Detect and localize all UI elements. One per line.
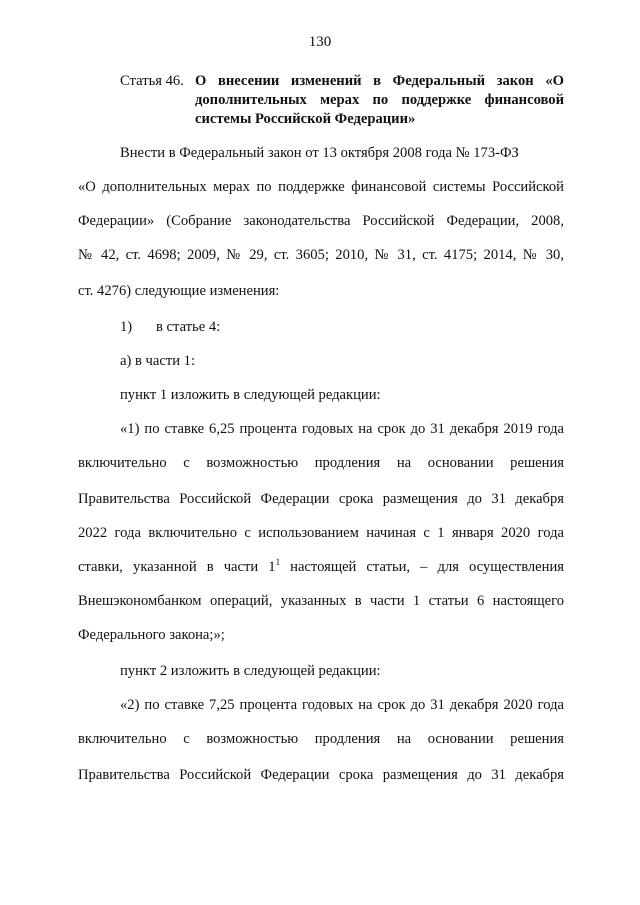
paragraph-line: Правительства Российской Федерации срока размещения до 31 декабря xyxy=(78,767,564,783)
article-title: О внесении изменений в Федеральный закон «О дополнительных мерах по поддержке финансовой системы Российской Федерации» xyxy=(195,73,564,127)
paragraph-line: 2022 года включительно с использованием начиная с 1 января 2020 года xyxy=(78,525,564,541)
paragraph-line: включительно с возможностью продления на основании решения xyxy=(78,455,564,471)
article-label: Статья 46. xyxy=(120,73,184,89)
paragraph-line: пункт 2 изложить в следующей редакции: xyxy=(120,663,381,679)
line-part: ставки, указанной в части 1 xyxy=(78,559,276,575)
paragraph-line: Внешэкономбанком операций, указанных в части 1 статьи 6 настоящего xyxy=(78,593,564,609)
line-part: настоящей статьи, – для осуществления xyxy=(280,559,564,575)
paragraph-line: № 42, ст. 4698; 2009, № 29, ст. 3605; 2010, № 31, ст. 4175; 2014, № 30, xyxy=(78,247,564,263)
article-header xyxy=(120,72,564,129)
paragraph-line: «1) по ставке 6,25 процента годовых на срок до 31 декабря 2019 года xyxy=(120,421,564,437)
page-number: 130 xyxy=(308,34,332,50)
paragraph-line: в статье 4: xyxy=(156,319,221,335)
list-number: 1) xyxy=(120,319,133,335)
paragraph-line: а) в части 1: xyxy=(120,353,196,369)
paragraph-line: Федерации» (Собрание законодательства Российской Федерации, 2008, xyxy=(78,213,564,229)
paragraph-line: ст. 4276) следующие изменения: xyxy=(78,283,280,299)
paragraph-line: пункт 1 изложить в следующей редакции: xyxy=(120,387,381,403)
paragraph-line: «2) по ставке 7,25 процента годовых на срок до 31 декабря 2020 года xyxy=(120,697,564,713)
paragraph-line: Федерального закона;»; xyxy=(78,627,225,643)
paragraph-line: «О дополнительных мерах по поддержке финансовой системы Российской xyxy=(78,179,564,195)
paragraph-line: Правительства Российской Федерации срока размещения до 31 декабря xyxy=(78,491,564,507)
paragraph-line: Внести в Федеральный закон от 13 октября 2008 года № 173-ФЗ xyxy=(120,145,519,161)
superscript: 1 xyxy=(275,558,281,567)
paragraph-line xyxy=(78,558,564,576)
paragraph-line: включительно с возможностью продления на основании решения xyxy=(78,731,564,747)
